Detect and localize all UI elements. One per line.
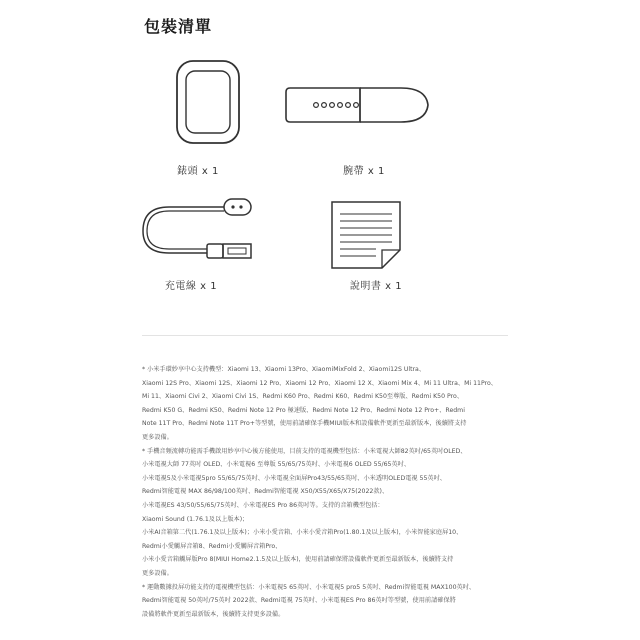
- watch-strap-icon: [236, 55, 436, 155]
- note-line: Xiaomi Sound (1.76.1及以上版本)；: [142, 515, 249, 523]
- note-line: 小米電視大師 77英吋 OLED、小米電視6 至尊版 55/65/75英吋、小米電視6 OLED 55/65英吋、: [142, 461, 411, 469]
- note-line: 更多設備。: [142, 569, 173, 577]
- note-line: 小米電視ES 43/50/55/65/75英吋、小米電視ES Pro 86英吋等。支持的音箱機型包括：: [142, 501, 384, 509]
- note-line: Redmi智能電視 MAX 86/98/100英吋、Redmi智能電視 X50/X55/X65/X75(2022款)、: [142, 488, 389, 496]
- note-line: Redmi小愛觸屏音箱8、Redmi小愛觸屏音箱Pro、: [142, 542, 282, 550]
- footnotes: [142, 363, 508, 621]
- note-line: Xiaomi 12S Pro、Xiaomi 12S、Xiaomi 12 Pro、Xiaomi 12 Pro、Xiaomi 12 X、Xiaomi Mix 4、Mi 11 Ultra、Mi 11Pro、: [142, 379, 497, 387]
- item-manual: [266, 198, 466, 270]
- note-line: Note 11T Pro、Redmi Note 11T Pro+等型號，使用前請確保手機MIUI版本和設備軟件更新至最新版本，後續將支持: [142, 420, 467, 428]
- caption-manual: 說明書 x 1: [349, 281, 403, 292]
- note-line: 更多設備。: [142, 433, 173, 441]
- divider: [142, 335, 508, 336]
- note-line: * 手機音頻流轉功能需手機啟用妙享中心後方能使用，目前支持的電視機型包括：小米電視大師82英吋/65英吋OLED、: [142, 447, 467, 455]
- page-title: 包裝清單: [144, 17, 213, 36]
- note-line: 小米小愛音箱觸屏版Pro 8(MIUI Home2.1.5及以上版本)，使用前請確保將設備軟件更新至最新版本，後續將支持: [142, 556, 454, 564]
- note-line: Mi 11、Xiaomi Civi 2、Xiaomi Civi 1S、Redmi K60 Pro、Redmi K60、Redmi K50至尊版、Redmi K50 Pro、: [142, 393, 464, 401]
- note-line: Redmi K50 G、Redmi K50、Redmi Note 12 Pro 極速版、Redmi Note 12 Pro、Redmi Note 12 Pro+、Redmi: [142, 406, 465, 414]
- note-line: 小米AI音箱第二代(1.76.1及以上版本)；小米小愛音箱、小米小愛音箱Pro(1.80.1及以上版本)，小米智能家庭屏10、: [142, 529, 463, 537]
- caption-watch-strap: 腕帶 x 1: [343, 166, 385, 177]
- caption-charging-cable: 充電線 x 1: [164, 281, 218, 292]
- note-line: 小米電視5及小米電視5pro 55/65/75英吋、小米電視全面屏Pro43/55/65英吋、小米透明OLED電視 55英吋、: [142, 474, 446, 482]
- note-line: 設備將軟件更新至最新版本，後續將支持更多設備。: [142, 610, 285, 618]
- item-watch-strap: [236, 55, 436, 155]
- caption-watch-body: 錶頭 x 1: [177, 166, 219, 177]
- note-line: Redmi智能電視 50英吋/75英吋 2022款、Redmi電視 75英吋、小米電視ES Pro 86英吋等型號，使用前請確保將: [142, 597, 456, 605]
- note-line: * 運動數據投屏功能支持的電視機型包括：小米電視5 65英吋、小米電視5 pro5 5英吋、Redmi智能電視 MAX100英吋、: [142, 583, 476, 591]
- manual-icon: [286, 198, 446, 270]
- note-line: * 小米手環妙享中心支持機型：Xiaomi 13、Xiaomi 13Pro、XiaomiMixFold 2、Xiaomi12S Ultra、: [142, 366, 426, 373]
